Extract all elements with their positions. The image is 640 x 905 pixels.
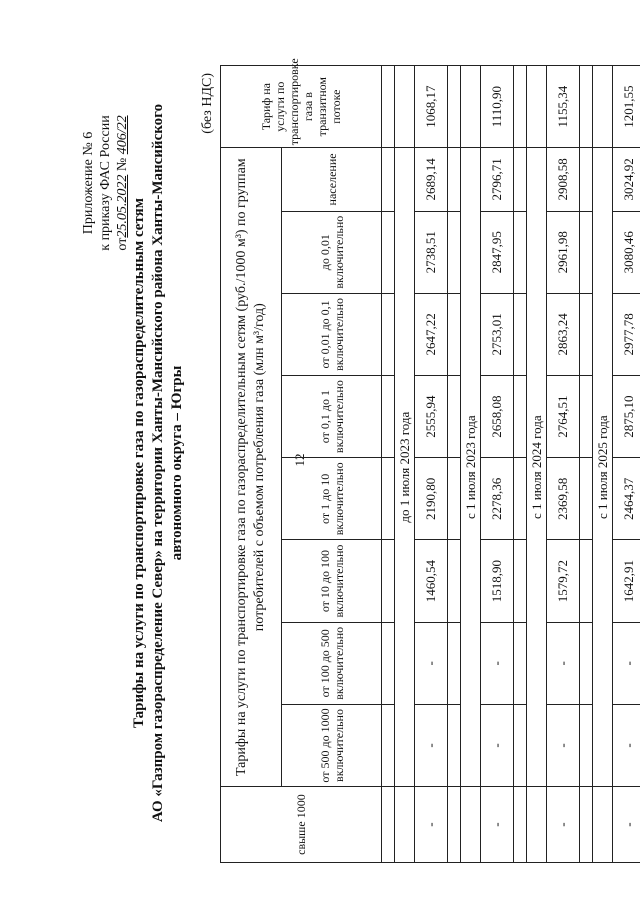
order-number: 406/22 (115, 115, 130, 155)
appendix-line1: Приложение № 6 (81, 131, 96, 235)
number-prefix: № (115, 157, 130, 172)
title-line2: АО «Газпром газораспределение Север» на территории Ханты-Мансийского района Ханты-Мансийского (150, 103, 166, 823)
table-body (395, 66, 640, 863)
col-header-100-500: от 100 до 500 включительно (282, 622, 382, 704)
col-header-10-100: от 10 до 100 включительно (282, 540, 382, 622)
col-header-0.1-1: от 0,1 до 1 включительно (282, 376, 382, 458)
table-cell: 1579,72 (547, 540, 580, 622)
col-header-0.01-0.1: от 0,01 до 0,1 включительно (282, 293, 382, 375)
col-header-to-0.01: до 0,01 включительно (282, 211, 382, 293)
period-label: до 1 июля 2023 года (395, 148, 415, 787)
table-cell: 2753,01 (481, 293, 514, 375)
table-cell: 2908,58 (547, 148, 580, 211)
table-cell: - (613, 704, 640, 786)
period-label: с 1 июля 2025 года (593, 148, 613, 787)
period-row (395, 66, 415, 863)
page-number: 12 (292, 453, 307, 467)
order-date: 25.05.2022 (115, 174, 130, 238)
period-label: с 1 июля 2023 года (461, 148, 481, 787)
table-cell: 2796,71 (481, 148, 514, 211)
table-cell: 2875,10 (613, 376, 640, 458)
table-cell: 2555,94 (415, 376, 448, 458)
appendix-line3 (114, 53, 131, 313)
table-cell: 2278,36 (481, 458, 514, 540)
table-row (547, 66, 580, 863)
appendix-line2: к приказу ФАС России (98, 115, 113, 251)
table-cell: - (415, 787, 448, 863)
table-cell: - (613, 787, 640, 863)
table-cell: - (481, 704, 514, 786)
table-cell: 2190,80 (415, 458, 448, 540)
tariff-table (220, 58, 640, 863)
period-row (461, 66, 481, 863)
table-cell: 3024,92 (613, 148, 640, 211)
table-cell: - (415, 704, 448, 786)
table-cell: - (547, 622, 580, 704)
table-row (613, 66, 640, 863)
table-row (481, 66, 514, 863)
table-cell: 2961,98 (547, 211, 580, 293)
col-header-population: население (282, 148, 382, 211)
document-title (130, 73, 187, 853)
table-cell: 2977,78 (613, 293, 640, 375)
table-cell: 1201,55 (613, 66, 640, 148)
table-cell: 1155,34 (547, 66, 580, 148)
table-cell: - (481, 622, 514, 704)
vat-note: (без НДС) (200, 73, 215, 134)
title-line1: Тарифы на услуги по транспортировке газа по газораспределительным сетям (131, 198, 147, 728)
table-row (415, 66, 448, 863)
period-label: с 1 июля 2024 года (527, 148, 547, 787)
table-cell: 2847,95 (481, 211, 514, 293)
table-cell: 1642,91 (613, 540, 640, 622)
table-cell: - (415, 622, 448, 704)
col-header-500-1000: от 500 до 1000 включительно (282, 704, 382, 786)
period-row (593, 66, 613, 863)
table-cell: 2464,37 (613, 458, 640, 540)
table-cell: 3080,46 (613, 211, 640, 293)
table-cell: 1518,90 (481, 540, 514, 622)
table-cell: 2764,51 (547, 376, 580, 458)
table-cell: - (481, 787, 514, 863)
from-prefix: от (115, 237, 130, 251)
table-cell: 2738,51 (415, 211, 448, 293)
title-line3: автономного округа – Югры (169, 365, 185, 561)
table-cell: 2658,08 (481, 376, 514, 458)
table-cell: - (613, 622, 640, 704)
table-cell: 2689,14 (415, 148, 448, 211)
table-cell: 2647,22 (415, 293, 448, 375)
appendix-block (80, 53, 131, 313)
col-header-over-1000: свыше 1000 (221, 787, 382, 863)
table-cell: 2863,24 (547, 293, 580, 375)
rotated-page (12, 33, 636, 893)
table-cell: 1460,54 (415, 540, 448, 622)
table-cell: - (547, 704, 580, 786)
table-main-header: Тарифы на услуги по транспортировке газа по газораспределительным сетям (руб./1000 м³) по группам потребителей с объемом потребления газа (млн м³/год) (221, 148, 282, 787)
period-row (527, 66, 547, 863)
table-cell: - (547, 787, 580, 863)
table-cell: 1110,90 (481, 66, 514, 148)
col-header-transit: Тариф на услуги по транспортировке газа в транзитном потоке (221, 66, 382, 148)
col-header-1-10: от 1 до 10 включительно (282, 458, 382, 540)
table-cell: 2369,58 (547, 458, 580, 540)
table-cell: 1068,17 (415, 66, 448, 148)
